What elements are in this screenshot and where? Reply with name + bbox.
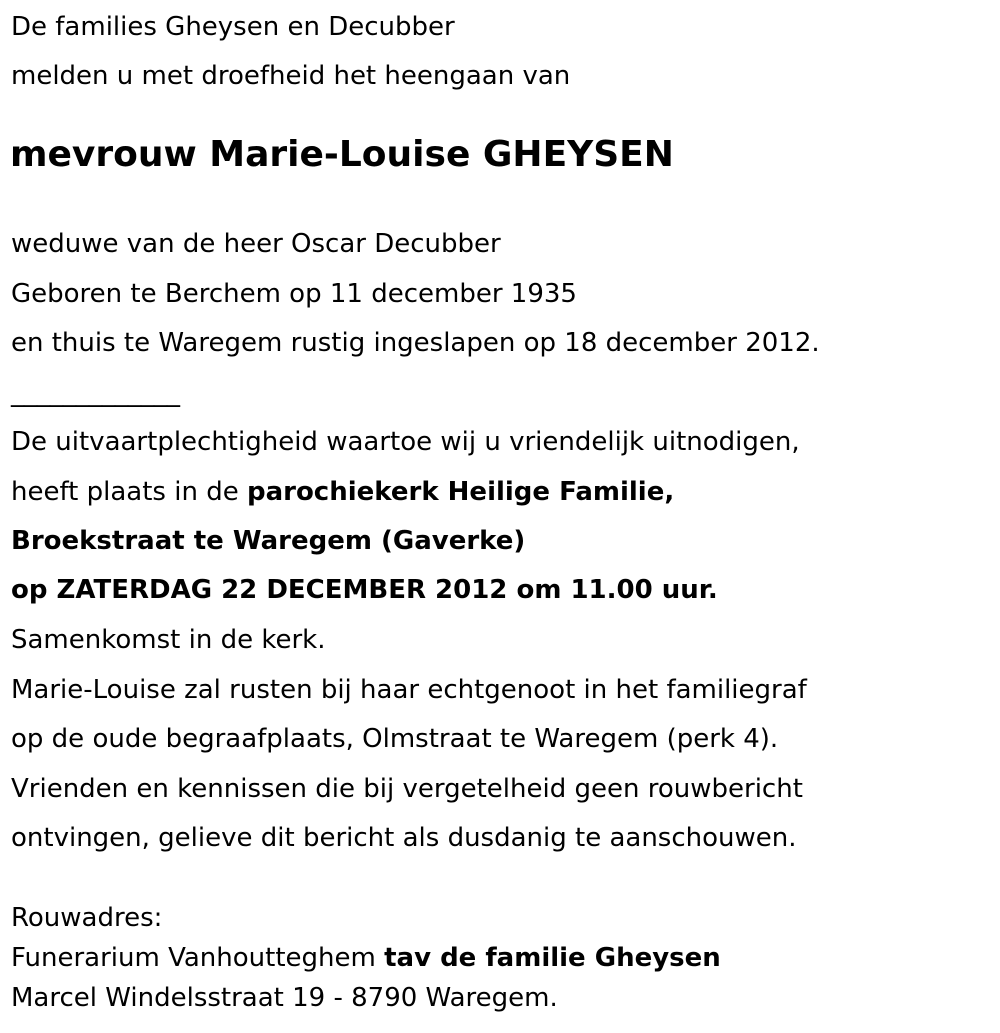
intro-line-1: De families Gheysen en Decubber xyxy=(11,12,455,42)
church-name: parochiekerk Heilige Familie, xyxy=(246,477,675,507)
mourning-address-line xyxy=(11,945,721,971)
funeral-home: Funerarium Vanhoutteghem xyxy=(11,943,385,973)
notice-line-2: ontvingen, gelieve dit bericht als dusdanig te aanschouwen. xyxy=(11,823,797,853)
ceremony-invite: De uitvaartplechtigheid waartoe wij u vriendelijk uitnodigen, xyxy=(11,427,800,457)
notice-line-1: Vrienden en kennissen die bij vergetelheid geen rouwbericht xyxy=(11,774,803,804)
widow-line: weduwe van de heer Oscar Decubber xyxy=(11,229,501,259)
burial-line-1: Marie-Louise zal rusten bij haar echtgenoot in het familiegraf xyxy=(11,675,807,705)
mourning-street: Marcel Windelsstraat 19 - 8790 Waregem. xyxy=(11,983,558,1013)
mourning-address-label: Rouwadres: xyxy=(11,903,163,933)
attention-line: tav de familie Gheysen xyxy=(384,943,721,973)
ceremony-datetime: op ZATERDAG 22 DECEMBER 2012 om 11.00 uur. xyxy=(11,575,718,605)
gathering-line: Samenkomst in de kerk. xyxy=(11,625,326,655)
deceased-name: mevrouw Marie-Louise GHEYSEN xyxy=(10,134,674,175)
burial-line-2: op de oude begraafplaats, Olmstraat te Waregem (perk 4). xyxy=(11,724,779,754)
intro-line-2: melden u met droefheid het heengaan van xyxy=(11,61,571,91)
birth-line: Geboren te Berchem op 11 december 1935 xyxy=(11,279,577,309)
ceremony-place-prefix: heeft plaats in de xyxy=(11,477,247,507)
ceremony-place xyxy=(11,479,674,505)
separator: _____________ xyxy=(11,378,180,408)
death-line: en thuis te Waregem rustig ingeslapen op 18 december 2012. xyxy=(11,328,820,358)
church-address: Broekstraat te Waregem (Gaverke) xyxy=(11,526,526,556)
